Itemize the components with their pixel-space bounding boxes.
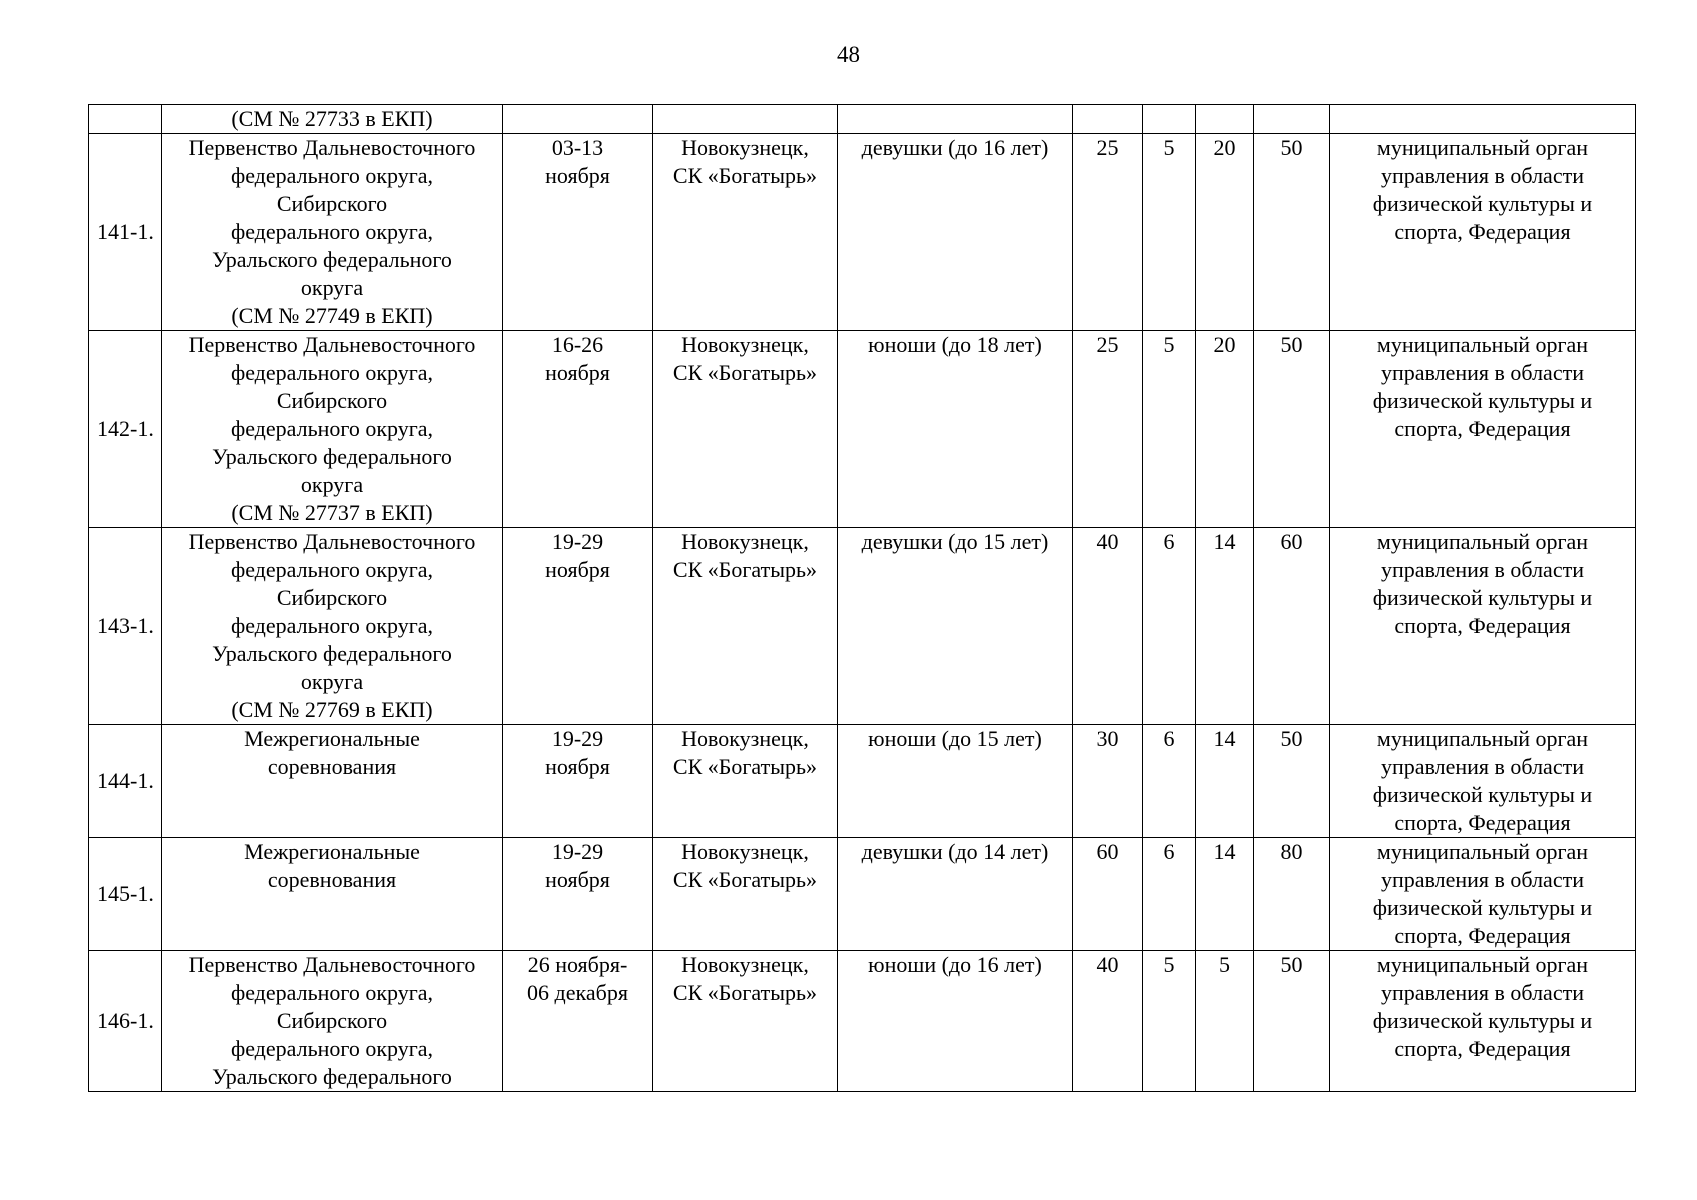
count-cell-3 bbox=[1196, 105, 1254, 134]
count-cell-1: 25 bbox=[1073, 331, 1143, 528]
count-cell-3: 14 bbox=[1196, 838, 1254, 951]
dates-cell: 03-13 ноября bbox=[503, 134, 653, 331]
dates-cell bbox=[503, 105, 653, 134]
count-cell-4: 80 bbox=[1254, 838, 1330, 951]
age-group-cell: девушки (до 16 лет) bbox=[838, 134, 1073, 331]
dates-cell: 16-26 ноября bbox=[503, 331, 653, 528]
count-cell-2: 5 bbox=[1143, 134, 1196, 331]
organizer-cell: муниципальный орган управления в области физической культуры и спорта, Федерация bbox=[1330, 528, 1636, 725]
count-cell-4 bbox=[1254, 105, 1330, 134]
row-number-cell: 144-1. bbox=[89, 725, 162, 838]
page-number: 48 bbox=[837, 42, 860, 67]
row-number-cell: 141-1. bbox=[89, 134, 162, 331]
venue-cell: Новокузнецк, СК «Богатырь» bbox=[653, 134, 838, 331]
age-group-cell: девушки (до 15 лет) bbox=[838, 528, 1073, 725]
organizer-cell: муниципальный орган управления в области физической культуры и спорта, Федерация bbox=[1330, 725, 1636, 838]
count-cell-1: 30 bbox=[1073, 725, 1143, 838]
table-row bbox=[89, 331, 1636, 528]
table-row bbox=[89, 105, 1636, 134]
dates-cell: 19-29 ноября bbox=[503, 725, 653, 838]
count-cell-4: 60 bbox=[1254, 528, 1330, 725]
row-number-cell: 143-1. bbox=[89, 528, 162, 725]
row-number-cell: 145-1. bbox=[89, 838, 162, 951]
count-cell-1: 25 bbox=[1073, 134, 1143, 331]
count-cell-3: 14 bbox=[1196, 725, 1254, 838]
count-cell-4: 50 bbox=[1254, 331, 1330, 528]
organizer-cell: муниципальный орган управления в области физической культуры и спорта, Федерация bbox=[1330, 134, 1636, 331]
event-name-cell: Первенство Дальневосточного федерального округа, Сибирского федерального округа, Уральского федерального округа (СМ № 27737 в ЕКП) bbox=[162, 331, 503, 528]
organizer-cell: муниципальный орган управления в области физической культуры и спорта, Федерация bbox=[1330, 951, 1636, 1092]
event-name-cell: Первенство Дальневосточного федерального округа, Сибирского федерального округа, Уральского федерального округа (СМ № 27749 в ЕКП) bbox=[162, 134, 503, 331]
dates-cell: 26 ноября- 06 декабря bbox=[503, 951, 653, 1092]
count-cell-1: 40 bbox=[1073, 951, 1143, 1092]
age-group-cell: юноши (до 16 лет) bbox=[838, 951, 1073, 1092]
venue-cell bbox=[653, 105, 838, 134]
table-row bbox=[89, 725, 1636, 838]
age-group-cell: девушки (до 14 лет) bbox=[838, 838, 1073, 951]
events-table bbox=[88, 104, 1636, 1092]
age-group-cell: юноши (до 18 лет) bbox=[838, 331, 1073, 528]
dates-cell: 19-29 ноября bbox=[503, 528, 653, 725]
table-row bbox=[89, 838, 1636, 951]
venue-cell: Новокузнецк, СК «Богатырь» bbox=[653, 528, 838, 725]
table-row bbox=[89, 951, 1636, 1092]
count-cell-2: 6 bbox=[1143, 528, 1196, 725]
age-group-cell: юноши (до 15 лет) bbox=[838, 725, 1073, 838]
count-cell-4: 50 bbox=[1254, 951, 1330, 1092]
count-cell-3: 20 bbox=[1196, 331, 1254, 528]
venue-cell: Новокузнецк, СК «Богатырь» bbox=[653, 331, 838, 528]
event-name-cell: Межрегиональные соревнования bbox=[162, 838, 503, 951]
venue-cell: Новокузнецк, СК «Богатырь» bbox=[653, 725, 838, 838]
count-cell-1: 60 bbox=[1073, 838, 1143, 951]
count-cell-3: 5 bbox=[1196, 951, 1254, 1092]
table-row bbox=[89, 134, 1636, 331]
count-cell-3: 14 bbox=[1196, 528, 1254, 725]
organizer-cell bbox=[1330, 105, 1636, 134]
age-group-cell bbox=[838, 105, 1073, 134]
event-name-cell: Первенство Дальневосточного федерального округа, Сибирского федерального округа, Уральского федерального округа (СМ № 27769 в ЕКП) bbox=[162, 528, 503, 725]
count-cell-2: 6 bbox=[1143, 725, 1196, 838]
row-number-cell: 142-1. bbox=[89, 331, 162, 528]
row-number-cell: 146-1. bbox=[89, 951, 162, 1092]
count-cell-1: 40 bbox=[1073, 528, 1143, 725]
count-cell-2: 5 bbox=[1143, 951, 1196, 1092]
event-name-cell: Межрегиональные соревнования bbox=[162, 725, 503, 838]
event-name-cell: (СМ № 27733 в ЕКП) bbox=[162, 105, 503, 134]
count-cell-2 bbox=[1143, 105, 1196, 134]
organizer-cell: муниципальный орган управления в области физической культуры и спорта, Федерация bbox=[1330, 838, 1636, 951]
table-row bbox=[89, 528, 1636, 725]
count-cell-2: 6 bbox=[1143, 838, 1196, 951]
table-body bbox=[89, 105, 1636, 1092]
event-name-cell: Первенство Дальневосточного федерального округа, Сибирского федерального округа, Уральского федерального bbox=[162, 951, 503, 1092]
dates-cell: 19-29 ноября bbox=[503, 838, 653, 951]
organizer-cell: муниципальный орган управления в области физической культуры и спорта, Федерация bbox=[1330, 331, 1636, 528]
count-cell-4: 50 bbox=[1254, 134, 1330, 331]
count-cell-3: 20 bbox=[1196, 134, 1254, 331]
count-cell-4: 50 bbox=[1254, 725, 1330, 838]
venue-cell: Новокузнецк, СК «Богатырь» bbox=[653, 951, 838, 1092]
row-number-cell bbox=[89, 105, 162, 134]
count-cell-2: 5 bbox=[1143, 331, 1196, 528]
venue-cell: Новокузнецк, СК «Богатырь» bbox=[653, 838, 838, 951]
count-cell-1 bbox=[1073, 105, 1143, 134]
